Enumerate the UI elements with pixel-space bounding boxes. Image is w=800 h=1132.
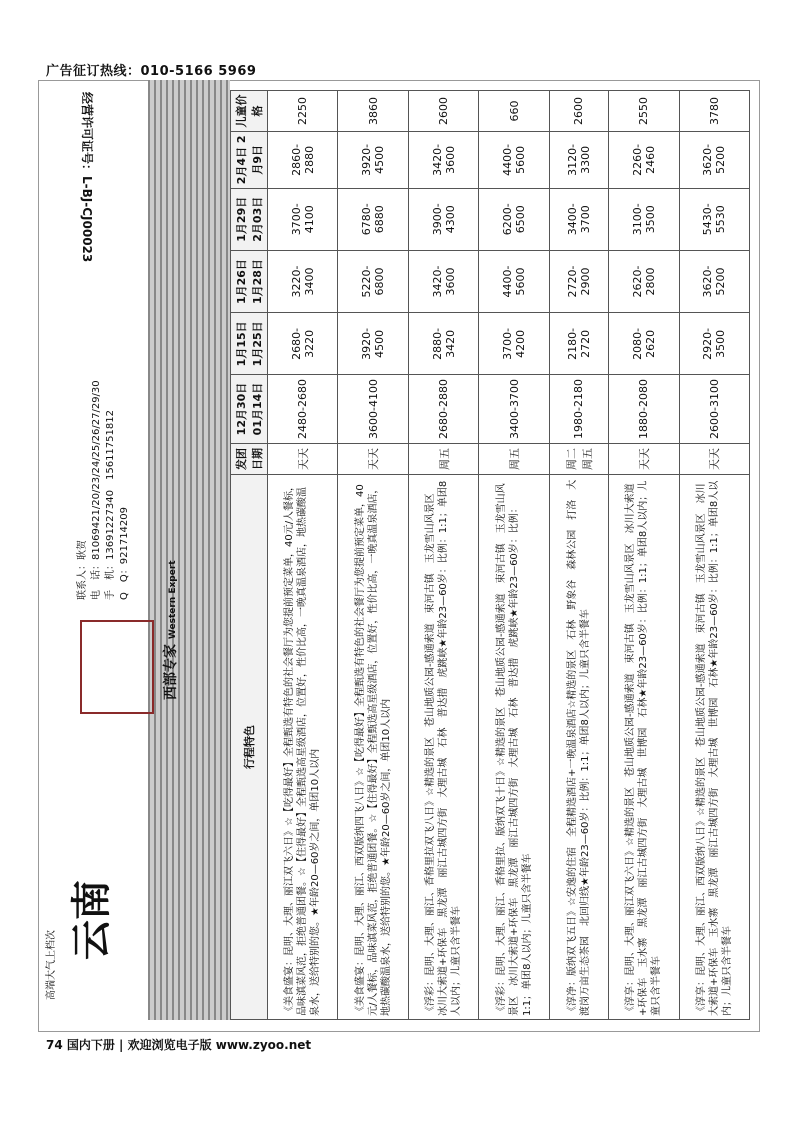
- price-cell: 3860: [338, 91, 408, 132]
- price-cell: 4400-5600: [479, 132, 549, 189]
- price-cell: 3600-4100: [338, 375, 408, 443]
- column-header: 12月30日 01月14日: [231, 375, 268, 443]
- price-cell: 3700-4200: [479, 313, 549, 375]
- price-cell: 2620-2800: [609, 250, 679, 312]
- price-cell: 5220-6800: [338, 250, 408, 312]
- column-header: 1月26日 1月28日: [231, 250, 268, 312]
- price-cell: 3420-3600: [408, 132, 478, 189]
- price-cell: 3400-3700: [549, 188, 608, 250]
- itinerary-description: 《美食盛宴：昆明、大理、丽江、西双版纳四飞八日》☆【吃得最好】全程甄选有特色的社会餐厅为您提前预定菜单，40元/人餐标，品味滇菜风范，拒绝普通团餐。☆【住得最好】全程甄选高星级酒店，位置好，性价比高，一晚真温泉酒店，地热碳酸温泉水，送给特别的您。★年龄20—60岁之间，单团10人以内: [338, 475, 408, 1020]
- side-note: 高端大气上档次: [46, 930, 57, 1000]
- itinerary-description: 《浮彩：昆明、大理、丽江、香格里拉、版纳双飞十日》☆精选的景区 苍山地质公园-感通索道 束河古镇 玉龙雪山风景区 冰川大索道+环保车 黑龙潭 丽江古城四方街 大理古城 石林 普达措 虎跳峡★年龄23—60岁：比例：1:1；单团8人以内；儿童只含半餐车: [479, 475, 549, 1020]
- column-header: 1月29日 2月03日: [231, 188, 268, 250]
- price-cell: 2600: [408, 91, 478, 132]
- column-header: 2月4日 2月9日: [231, 132, 268, 189]
- itinerary-description: 《淳享：昆明、大理、丽江双飞六日》☆精选的景区 苍山地质公园-感通索道 束河古镇 玉龙雪山风景区 冰川大索道+环保车 玉水寨 黑龙潭 丽江古城四方街 大理古城 世博园 石林★年龄23—60岁：比例：1:1；单团8人以内；儿童只含半餐车: [609, 475, 679, 1020]
- itinerary-description: 《浮彩：昆明、大理、丽江、香格里拉双飞八日》☆精选的景区 苍山地质公园-感通索道 束河古镇 玉龙雪山风景区 冰川大索道+环保车 黑龙潭 丽江古城四方街 大理古城 石林 普达措 虎跳峡★年龄23—60岁：比例：1:1；单团8人以内；儿童只含半餐车: [408, 475, 478, 1020]
- contact-line: Q Q：921714209: [119, 506, 130, 600]
- column-header: 行程特色: [231, 475, 268, 1020]
- itinerary-description: 《淳净：版纳双飞五日》☆安逸的住宿 全程精选酒店+一晚温泉酒店☆精选的景区 石林 野象谷 森林公园 打洛 大渡岗万亩生态茶园 北回归线★年龄23—60岁：比例：1:1；单团8人以内；儿童只含半餐车: [549, 475, 608, 1020]
- price-table-wrapper: [230, 90, 750, 1020]
- region-title: 云南: [69, 880, 115, 960]
- price-cell: 6200-6500: [479, 188, 549, 250]
- price-cell: 2480-2680: [268, 375, 338, 443]
- price-cell: 2860-2880: [268, 132, 338, 189]
- contact-line: 电 话：81069421/20/23/24/25/26/27/29/30: [91, 380, 102, 600]
- price-cell: 6780-6880: [338, 188, 408, 250]
- price-cell: 3220-3400: [268, 250, 338, 312]
- price-cell: 3620-5200: [679, 250, 750, 312]
- price-cell: 5430-5530: [679, 188, 750, 250]
- itinerary-description: 《淳享：昆明、大理、丽江、西双版纳八日》☆精选的景区 苍山地质公园-感通索道 束河古镇 玉龙雪山风景区 冰川大索道+环保车 玉水寨 黑龙潭 丽江古城四方街 大理古城 世博园 石林★年龄23—60岁：比例：1:1；单团8人以内；儿童只含半餐车: [679, 475, 750, 1020]
- brand-logo: [80, 620, 154, 714]
- contact-line: 联系人：耿贺: [77, 540, 88, 600]
- contacts: [76, 380, 132, 600]
- price-cell: 2080-2620: [609, 313, 679, 375]
- price-cell: 3920-4500: [338, 313, 408, 375]
- table-row: [609, 91, 679, 1020]
- license-number: 经营许可证号：L-BJ-CJ00023: [80, 92, 94, 263]
- price-cell: 2680-2880: [408, 375, 478, 443]
- ad-hotline: 广告征订热线：010-5166 5969: [46, 64, 257, 79]
- price-cell: 2600: [549, 91, 608, 132]
- price-cell: 660: [479, 91, 549, 132]
- brand-name: [160, 560, 180, 700]
- price-cell: 1980-2180: [549, 375, 608, 443]
- table-row: [268, 91, 338, 1020]
- price-cell: 3120-3300: [549, 132, 608, 189]
- price-cell: 2260-2460: [609, 132, 679, 189]
- price-cell: 2720-2900: [549, 250, 608, 312]
- departure-date: 周五: [479, 443, 549, 475]
- price-cell: 3420-3600: [408, 250, 478, 312]
- price-cell: 4400-5600: [479, 250, 549, 312]
- itinerary-description: 《美食盛宴：昆明、大理、丽江双飞六日》☆【吃得最好】全程甄选有特色的社会餐厅为您提前预定菜单，40元/人餐标，品味滇菜风范，拒绝普通团餐。☆【住得最好】全程甄选高星级酒店，位置好，性价比高，一晚真温泉酒店，地热碳酸温泉水，送给特别的您。★年龄20—60岁之间，单团10人以内: [268, 475, 338, 1020]
- departure-date: 天天: [338, 443, 408, 475]
- price-cell: 2180-2720: [549, 313, 608, 375]
- scenery-photo: [148, 80, 230, 1020]
- departure-date: 天天: [268, 443, 338, 475]
- contact-line: 手 机：13691227340 15611751812: [105, 410, 116, 600]
- brand-en: Western Expert: [168, 560, 178, 640]
- price-cell: 2600-3100: [679, 375, 750, 443]
- price-cell: 2880-3420: [408, 313, 478, 375]
- price-cell: 3920-4500: [338, 132, 408, 189]
- price-cell: 1880-2080: [609, 375, 679, 443]
- column-header: 发团日期: [231, 443, 268, 475]
- departure-date: 天天: [679, 443, 750, 475]
- table-row: [408, 91, 478, 1020]
- table-row: [549, 91, 608, 1020]
- price-cell: 3700-4100: [268, 188, 338, 250]
- price-cell: 3620-5200: [679, 132, 750, 189]
- table-row: [479, 91, 549, 1020]
- table-row: [679, 91, 750, 1020]
- departure-date: 天天: [609, 443, 679, 475]
- departure-date: 周五: [408, 443, 478, 475]
- brand-cn: 西部专家: [163, 644, 179, 700]
- column-header: 1月15日 1月25日: [231, 313, 268, 375]
- price-cell: 3400-3700: [479, 375, 549, 443]
- price-cell: 2680-3220: [268, 313, 338, 375]
- page-footer: 74 国内下册 | 欢迎浏览电子版 www.zyoo.net: [46, 1038, 312, 1052]
- price-cell: 3780: [679, 91, 750, 132]
- departure-date: 周二 周五: [549, 443, 608, 475]
- price-cell: 2550: [609, 91, 679, 132]
- price-cell: 3900-4300: [408, 188, 478, 250]
- price-cell: 2920-3500: [679, 313, 750, 375]
- column-header: 儿童价格: [231, 91, 268, 132]
- price-table: [230, 90, 750, 1020]
- price-cell: 3100-3500: [609, 188, 679, 250]
- table-row: [338, 91, 408, 1020]
- price-cell: 2250: [268, 91, 338, 132]
